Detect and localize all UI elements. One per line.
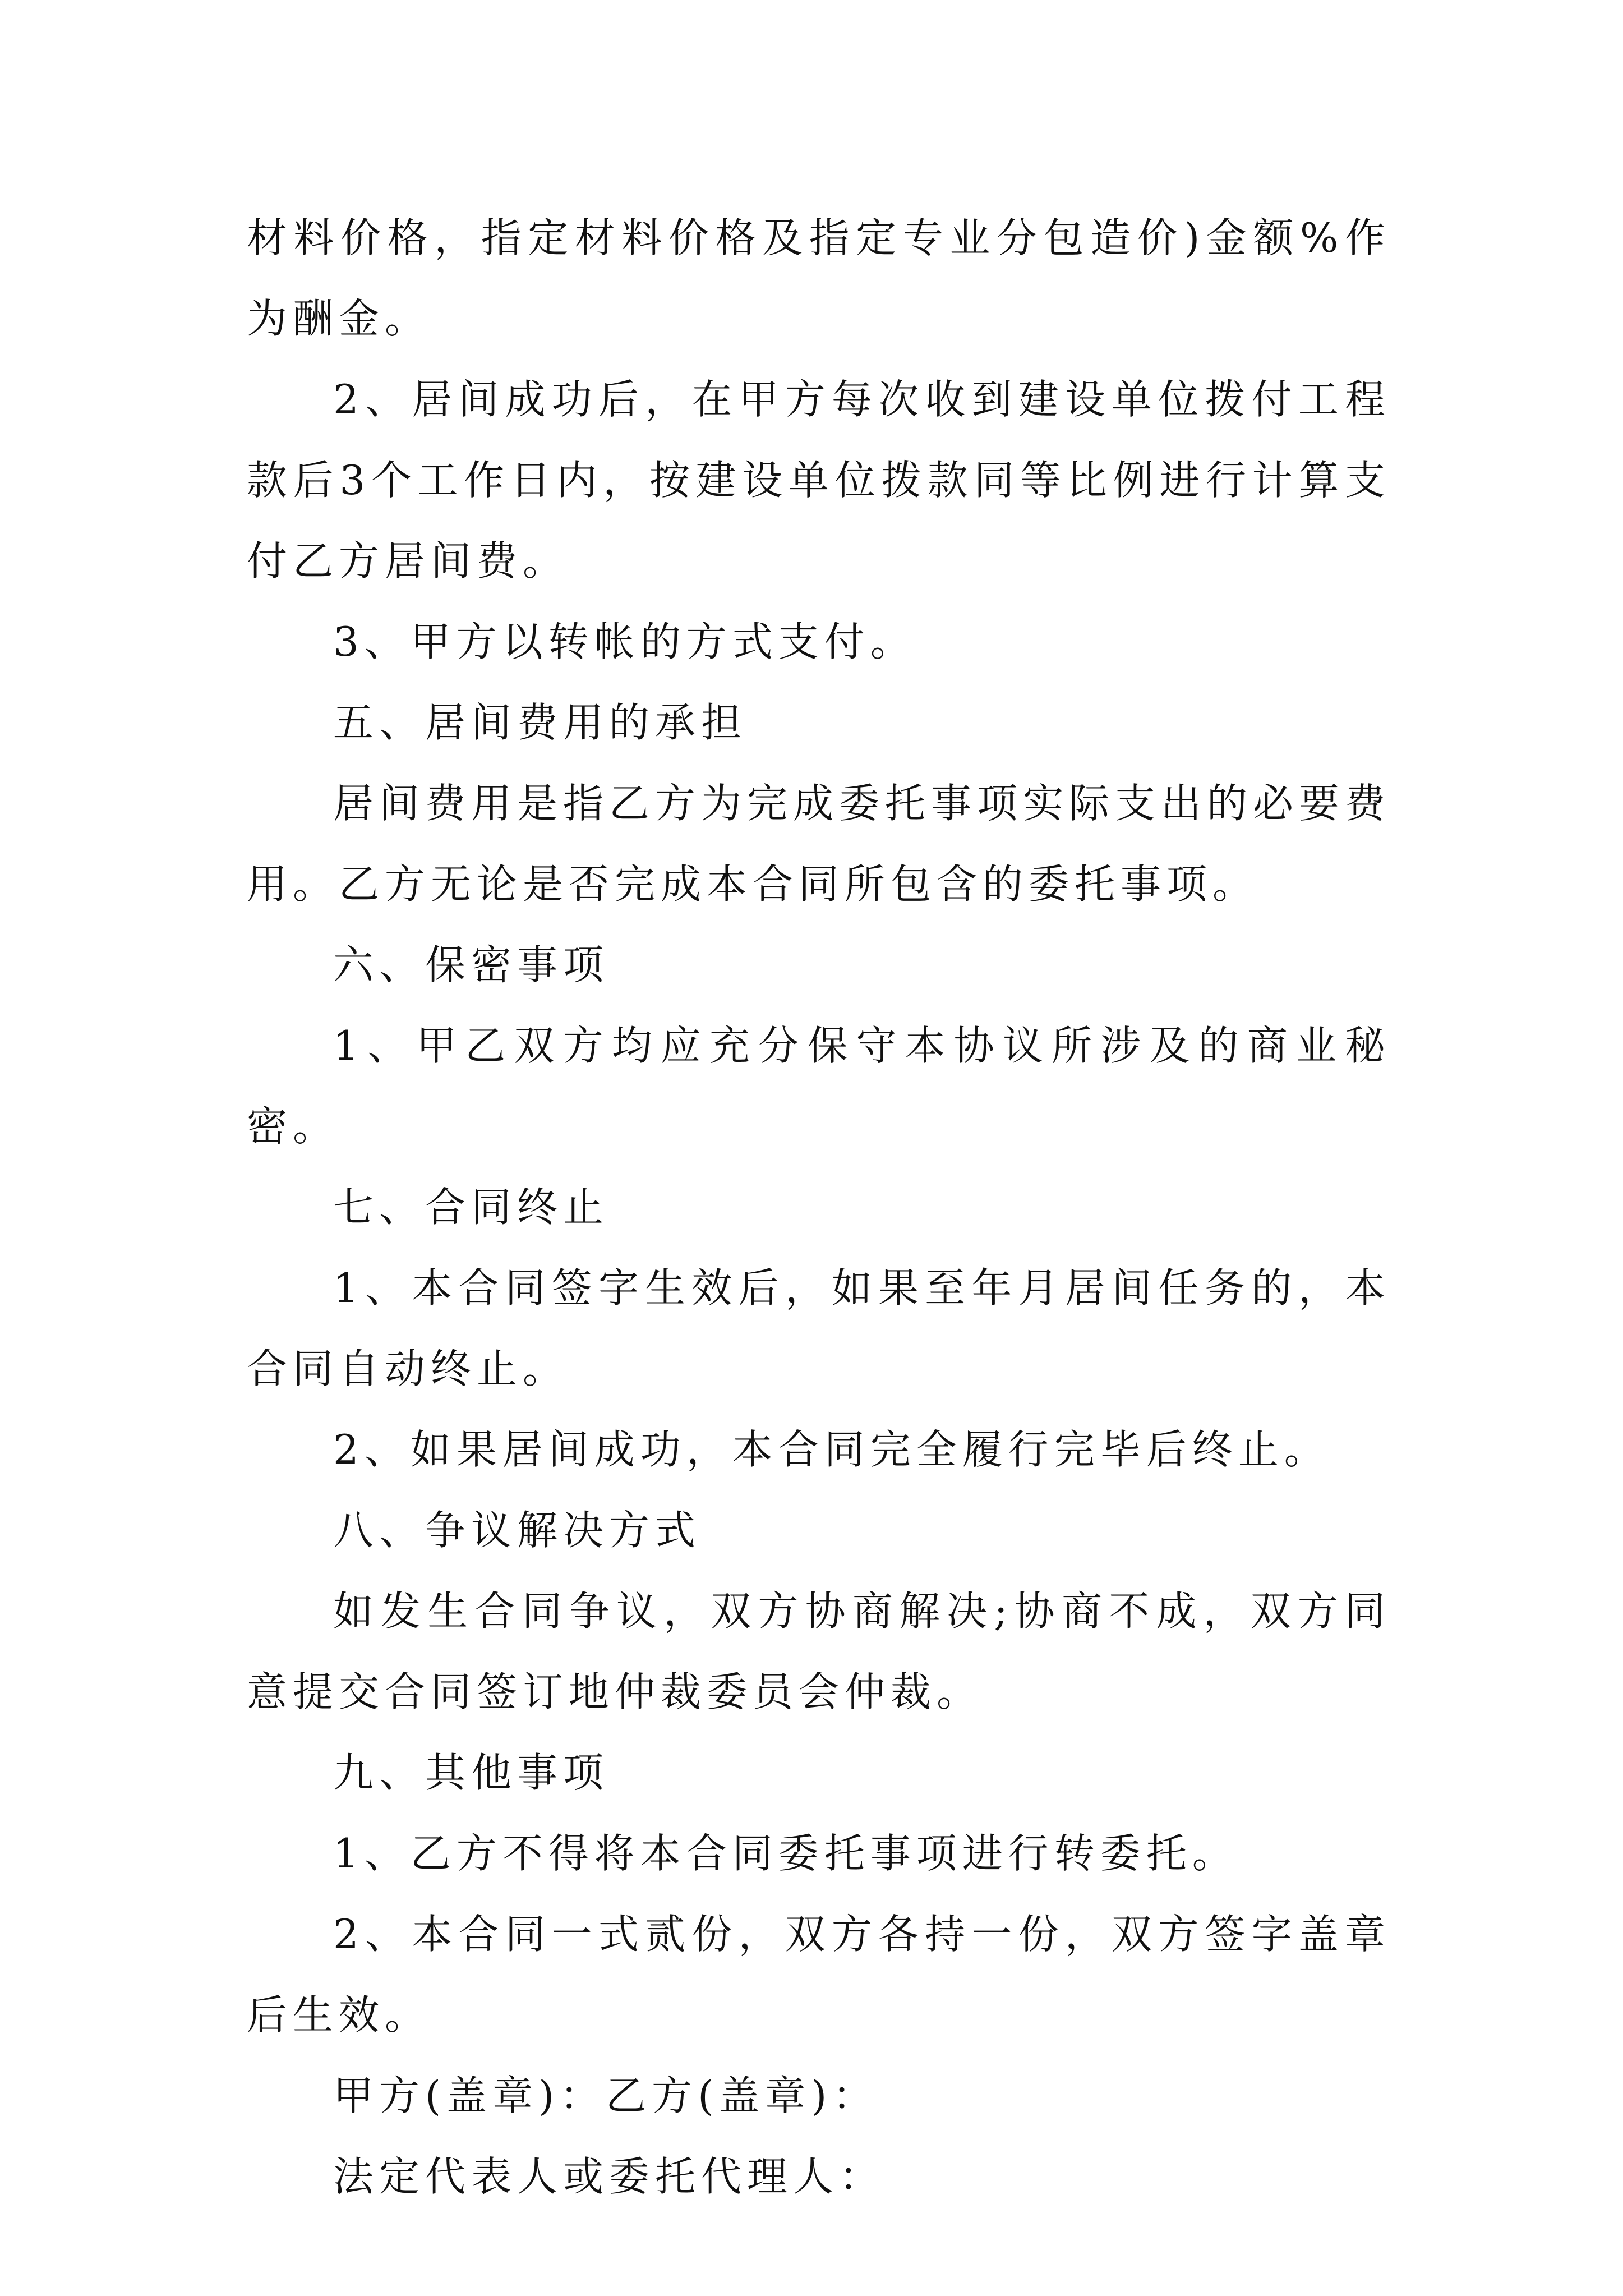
signature-parties-line: 甲方(盖章)：乙方(盖章)： xyxy=(333,2072,879,2119)
document-body xyxy=(247,197,1391,2217)
paragraph-fee-basis: 材料价格，指定材料价格及指定专业分包造价)金额%作为酬金。 xyxy=(247,214,1391,342)
paragraph-confidentiality: 1、甲乙双方均应充分保守本协议所涉及的商业秘密。 xyxy=(247,1022,1391,1150)
section-heading-5: 五、居间费用的承担 xyxy=(333,699,748,746)
section-heading-6: 六、保密事项 xyxy=(333,941,610,988)
paragraph-termination-1: 1、本合同签字生效后，如果至年月居间任务的，本合同自动终止。 xyxy=(247,1264,1391,1392)
paragraph-expense-definition: 居间费用是指乙方为完成委托事项实际支出的必要费用。乙方无论是否完成本合同所包含的委托事项。 xyxy=(247,780,1391,908)
paragraph-termination-2: 2、如果居间成功，本合同完全履行完毕后终止。 xyxy=(333,1426,1330,1473)
section-heading-7: 七、合同终止 xyxy=(333,1184,610,1231)
section-heading-8: 八、争议解决方式 xyxy=(333,1507,702,1554)
section-heading-9: 九、其他事项 xyxy=(333,1749,610,1796)
paragraph-payment-timing: 2、居间成功后，在甲方每次收到建设单位拨付工程款后3个工作日内，按建设单位拨款同等比例进行计算支付乙方居间费。 xyxy=(247,376,1391,585)
paragraph-other-2: 2、本合同一式贰份，双方各持一份，双方签字盖章后生效。 xyxy=(247,1911,1391,2039)
paragraph-dispute: 如发生合同争议，双方协商解决;协商不成，双方同意提交合同签订地仲裁委员会仲裁。 xyxy=(247,1588,1391,1715)
signature-representative-line: 法定代表人或委托代理人： xyxy=(333,2153,886,2200)
paragraph-other-1: 1、乙方不得将本合同委托事项进行转委托。 xyxy=(333,1830,1238,1877)
paragraph-payment-method: 3、甲方以转帐的方式支付。 xyxy=(333,618,916,665)
